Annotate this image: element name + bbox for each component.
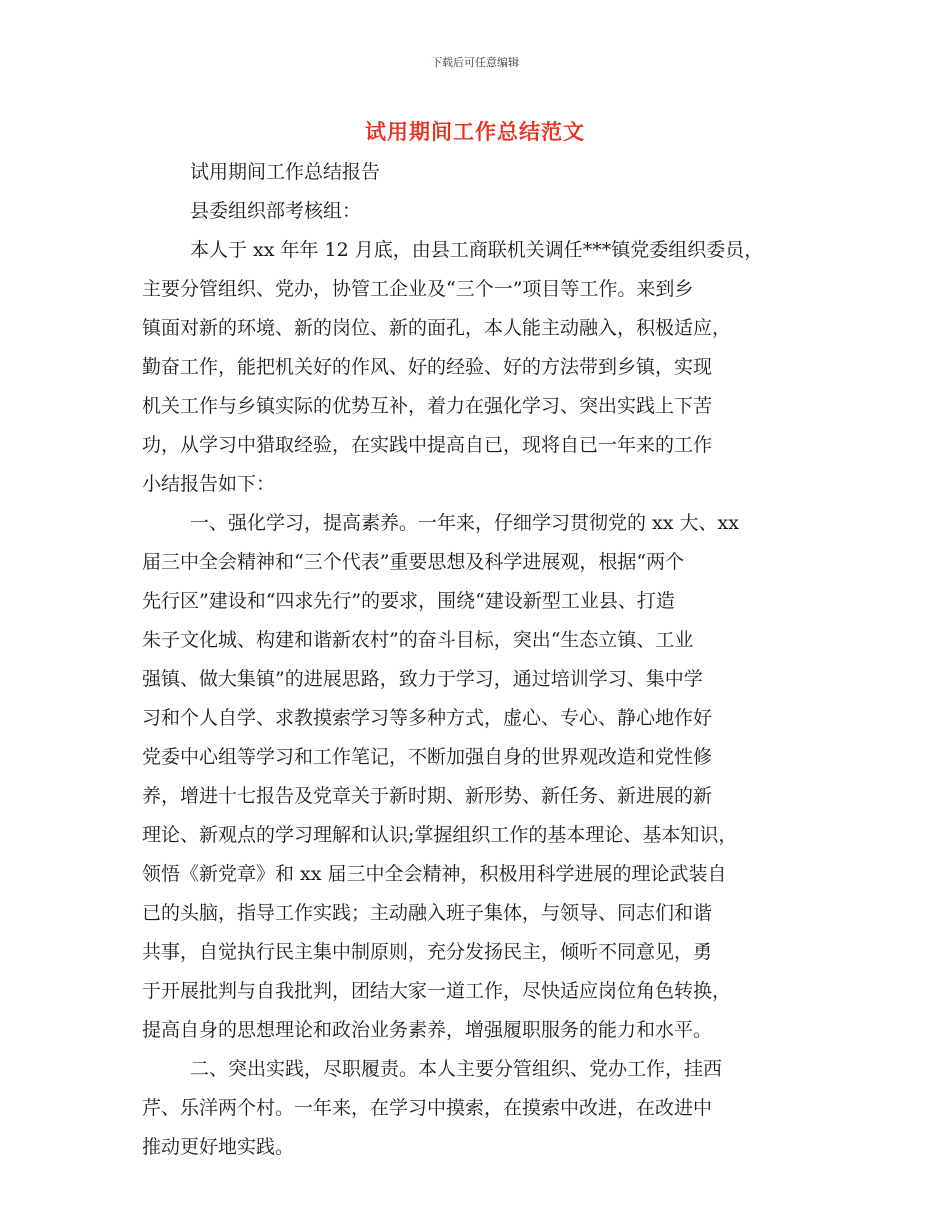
text-line: 试用期间工作总结报告 xyxy=(190,161,381,183)
text-line: 领悟《新党章》和 xx 届三中全会精神，积极用科学进展的理论武装自 xyxy=(142,863,727,885)
text-line: 强镇、做大集镇”的进展思路，致力于学习，通过培训学习、集中学 xyxy=(142,668,703,690)
document-title: 试用期间工作总结范文 xyxy=(365,119,585,144)
text-line: 芹、乐洋两个村。一年来，在学习中摸索，在摸索中改进，在改进中 xyxy=(142,1097,713,1119)
text-line: 先行区”建设和“四求先行”的要求，围绕“建设新型工业县、打造 xyxy=(142,590,675,612)
text-line: 机关工作与乡镇实际的优势互补，着力在强化学习、突出实践上下苦 xyxy=(142,395,713,417)
text-line: 小结报告如下： xyxy=(142,473,276,495)
text-line: 主要分管组织、党办，协管工企业及“三个一”项目等工作。来到乡 xyxy=(142,278,694,300)
text-line: 二、突出实践，尽职履责。本人主要分管组织、党办工作，挂西 xyxy=(190,1058,723,1080)
text-line: 于开展批判与自我批判，团结大家一道工作，尽快适应岗位角色转换， xyxy=(142,980,732,1002)
text-line: 共事，自觉执行民主集中制原则，充分发扬民主，倾听不同意见，勇 xyxy=(142,941,713,963)
text-line: 功，从学习中猎取经验，在实践中提高自已，现将自已一年来的工作 xyxy=(142,434,713,456)
text-line: 已的头脑，指导工作实践；主动融入班子集体，与领导、同志们和谐 xyxy=(142,902,713,924)
text-line: 提高自身的思想理论和政治业务素养，增强履职服务的能力和水平。 xyxy=(142,1019,713,1041)
text-line: 本人于 xx 年年 12 月底，由县工商联机关调任***镇党委组织委员， xyxy=(190,239,764,261)
text-line: 党委中心组等学习和工作笔记，不断加强自身的世界观改造和党性修 xyxy=(142,746,713,768)
text-line: 理论、新观点的学习理解和认识;掌握组织工作的基本理论、基本知识， xyxy=(142,824,738,846)
text-line: 习和个人自学、求教摸索学习等多种方式，虚心、专心、静心地作好 xyxy=(142,707,713,729)
text-line: 县委组织部考核组： xyxy=(190,200,362,222)
header-note: 下载后可任意编辑 xyxy=(431,56,519,69)
text-line: 届三中全会精神和“三个代表”重要思想及科学进展观，根据“两个 xyxy=(142,551,685,573)
text-line: 朱子文化城、构建和谐新农村”的奋斗目标，突出“生态立镇、工业 xyxy=(142,629,694,651)
text-line: 一、强化学习，提高素养。一年来，仔细学习贯彻党的 xx 大、xx xyxy=(190,512,739,534)
text-line: 养，增进十七报告及党章关于新时期、新形势、新任务、新进展的新 xyxy=(142,785,713,807)
text-line: 勤奋工作，能把机关好的作风、好的经验、好的方法带到乡镇，实现 xyxy=(142,356,713,378)
text-line: 镇面对新的环境、新的岗位、新的面孔，本人能主动融入，积极适应， xyxy=(142,317,732,339)
text-line: 推动更好地实践。 xyxy=(142,1136,295,1158)
